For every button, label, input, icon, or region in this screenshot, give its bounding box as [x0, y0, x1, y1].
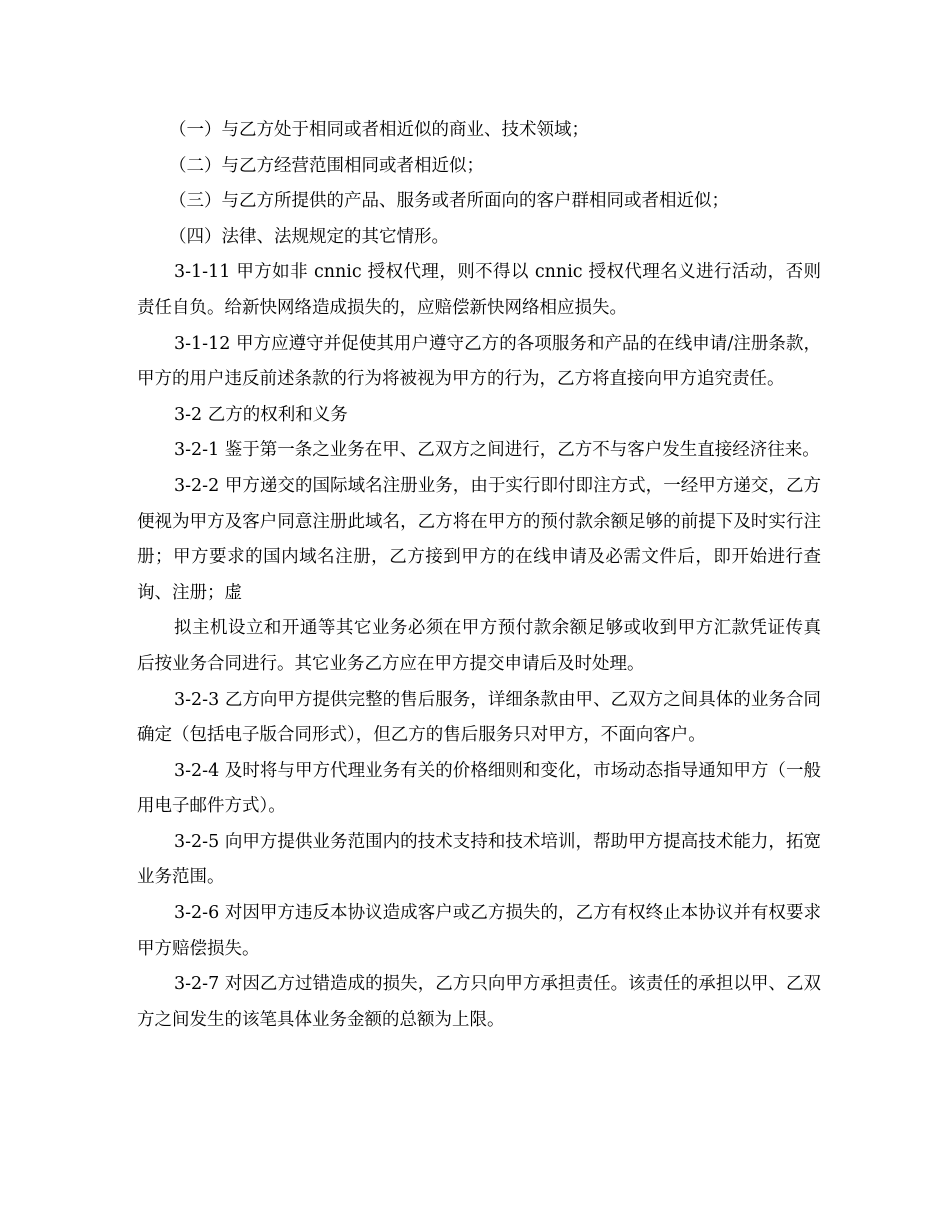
clause-3-2-6: 3-2-6 对因甲方违反本协议造成客户或乙方损失的，乙方有权终止本协议并有权要求甲方赔偿损失。	[137, 903, 821, 959]
clause-3-2-2: 3-2-2 甲方递交的国际域名注册业务，由于实行即付即注方式，一经甲方递交，乙方便视为甲方及客户同意注册此域名，乙方将在甲方的预付款余额足够的前提下及时实行注册；甲方要求的国内域名注册，乙方接到甲方的在线申请及必需文件后，即开始进行查询、注册；虚	[137, 475, 821, 603]
document-body	[137, 113, 821, 1038]
section-heading-3-2: 3-2 乙方的权利和义务	[174, 404, 348, 425]
clause-3-2-2-continued: 拟主机设立和开通等其它业务必须在甲方预付款余额足够或收到甲方汇款凭证传真后按业务合同进行。其它业务乙方应在甲方提交申请后及时处理。	[137, 618, 821, 674]
clause-3-2-3: 3-2-3 乙方向甲方提供完整的售后服务，详细条款由甲、乙双方之间具体的业务合同确定（包括电子版合同形式），但乙方的售后服务只对甲方，不面向客户。	[137, 689, 821, 746]
clause-item-2: （二）与乙方经营范围相同或者相近似；	[169, 155, 484, 176]
clause-item-1: （一）与乙方处于相同或者相近似的商业、技术领域；	[169, 120, 589, 140]
clause-3-1-12: 3-1-12 甲方应遵守并促使其用户遵守乙方的各项服务和产品的在线申请/注册条款，甲方的用户违反前述条款的行为将被视为甲方的行为，乙方将直接向甲方追究责任。	[137, 333, 821, 390]
clause-3-2-7: 3-2-7 对因乙方过错造成的损失，乙方只向甲方承担责任。该责任的承担以甲、乙双方之间发生的该笔具体业务金额的总额为上限。	[137, 974, 821, 1030]
clause-item-4: （四）法律、法规规定的其它情形。	[169, 226, 449, 247]
clause-3-2-1: 3-2-1 鉴于第一条之业务在甲、乙双方之间进行，乙方不与客户发生直接经济往来。	[174, 440, 820, 461]
clause-item-3: （三）与乙方所提供的产品、服务或者所面向的客户群相同或者相近似；	[169, 191, 729, 212]
clause-3-1-11: 3-1-11 甲方如非 cnnic 授权代理，则不得以 cnnic 授权代理名义进行活动，否则责任自负。给新快网络造成损失的，应赔偿新快网络相应损失。	[137, 262, 821, 318]
clause-3-2-5: 3-2-5 向甲方提供业务范围内的技术支持和技术培训，帮助甲方提高技术能力，拓宽业务范围。	[137, 831, 821, 888]
clause-3-2-4: 3-2-4 及时将与甲方代理业务有关的价格细则和变化，市场动态指导通知甲方（一般用电子邮件方式）。	[137, 760, 821, 817]
